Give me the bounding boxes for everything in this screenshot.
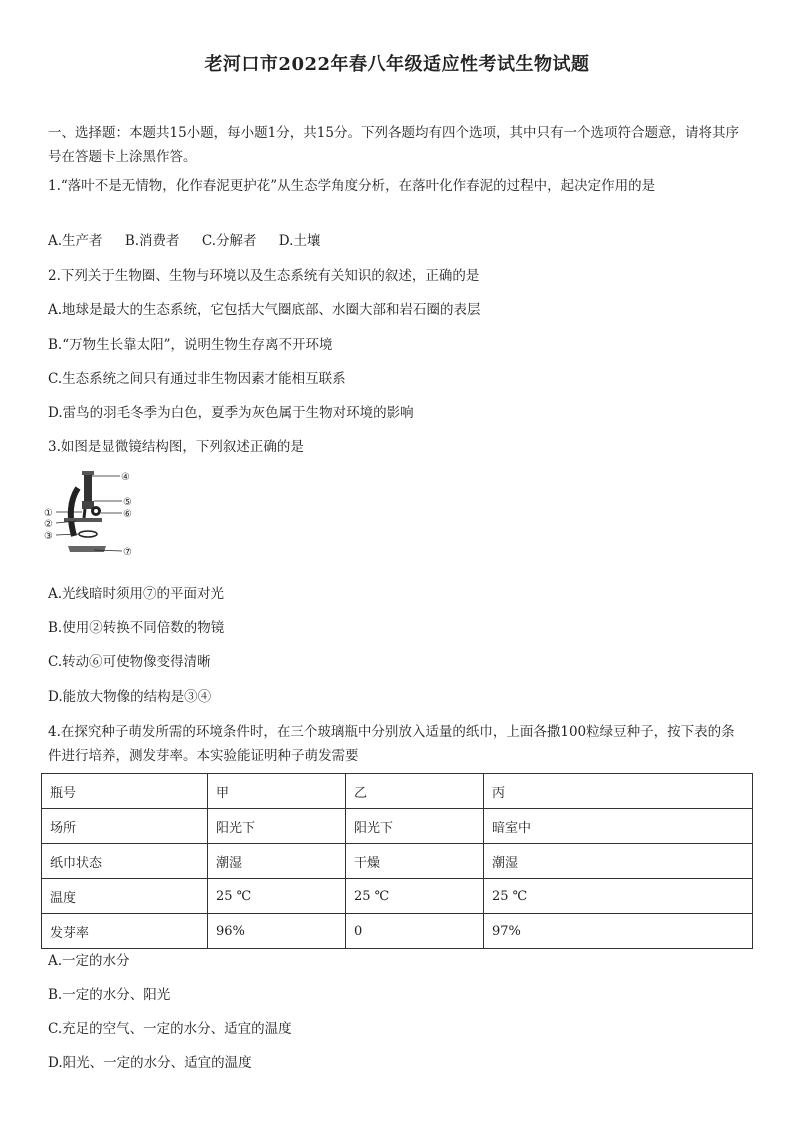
table-cell: 纸巾状态 xyxy=(42,844,208,879)
microscope-eyepiece xyxy=(82,471,94,475)
q1-stem: 1.“落叶不是无情物，化作春泥更护花”从生态学角度分析，在落叶化作春泥的过程中，起决定作用的是 xyxy=(48,178,656,194)
q4-option-a: A.一定的水分 xyxy=(48,953,130,969)
microscope-tube xyxy=(84,473,92,501)
q1-option-a: A.生产者 xyxy=(48,233,103,249)
q2-option-d: D.雷鸟的羽毛冬季为白色，夏季为灰色属于生物对环境的影响 xyxy=(48,405,414,421)
q3-option-c: C.转动⑥可使物像变得清晰 xyxy=(48,654,211,670)
q3-option-d: D.能放大物像的结构是③④ xyxy=(48,689,212,705)
q4-option-c: C.充足的空气、一定的水分、适宜的温度 xyxy=(48,1021,292,1037)
table-row xyxy=(42,809,753,844)
table-cell: 乙 xyxy=(346,774,484,809)
table-cell: 25 ℃ xyxy=(208,879,346,914)
microscope-figure xyxy=(44,466,144,566)
table-cell: 场所 xyxy=(42,809,208,844)
label-1: ① xyxy=(44,508,53,519)
q1-option-b: B.消费者 xyxy=(124,233,180,249)
table-cell: 丙 xyxy=(484,774,753,809)
q2-option-b: B.“万物生长靠太阳”，说明生物生存离不开环境 xyxy=(48,337,333,353)
label-7: ⑦ xyxy=(123,547,132,558)
table-cell: 干燥 xyxy=(346,844,484,879)
q3-option-b: B.使用②转换不同倍数的物镜 xyxy=(48,620,225,636)
table-cell: 瓶号 xyxy=(42,774,208,809)
table-cell: 甲 xyxy=(208,774,346,809)
table-cell: 潮湿 xyxy=(484,844,753,879)
q3-stem: 3.如图是显微镜结构图，下列叙述正确的是 xyxy=(48,439,304,455)
table-cell: 阳光下 xyxy=(346,809,484,844)
q1-options xyxy=(48,231,748,251)
label-3: ③ xyxy=(44,531,53,542)
objective-lens xyxy=(84,509,85,518)
microscope-mirror xyxy=(79,531,97,537)
experiment-table xyxy=(41,773,753,949)
q4-stem: 4.在探究种子萌发所需的环境条件时，在三个玻璃瓶中分别放入适量的纸巾，上面各撒100粒绿豆种子，按下表的条件进行培养，测发芽率。本实验能证明种子萌发需要 xyxy=(48,724,735,764)
table-cell: 潮湿 xyxy=(208,844,346,879)
q4-option-b: B.一定的水分、阳光 xyxy=(48,987,171,1003)
microscope-base xyxy=(68,546,106,552)
table-cell: 25 ℃ xyxy=(484,879,753,914)
q1-option-d: D.土壤 xyxy=(278,233,321,249)
table-cell: 暗室中 xyxy=(484,809,753,844)
table-row xyxy=(42,879,753,914)
table-cell: 96% xyxy=(208,914,346,949)
table-cell: 温度 xyxy=(42,879,208,914)
label-6: ⑥ xyxy=(123,509,132,520)
q2-stem: 2.下列关于生物圈、生物与环境以及生态系统有关知识的叙述，正确的是 xyxy=(48,268,480,284)
label-4: ④ xyxy=(121,472,130,483)
q4-option-d: D.阳光、一定的水分、适宜的温度 xyxy=(48,1055,252,1071)
table-row xyxy=(42,774,753,809)
table-row xyxy=(42,914,753,949)
table-cell: 0 xyxy=(346,914,484,949)
table-cell: 阳光下 xyxy=(208,809,346,844)
section-heading: 一、选择题：本题共15小题，每小题1分，共15分。下列各题均有四个选项，其中只有一个选项符合题意，请将其序号在答题卡上涂黑作答。 xyxy=(48,125,739,165)
q1-option-c: C.分解者 xyxy=(201,233,257,249)
page-title: 老河口市2022年春八年级适应性考试生物试题 xyxy=(204,54,590,75)
q2-option-a: A.地球是最大的生态系统，它包括大气圈底部、水圈大部和岩石圈的表层 xyxy=(48,302,481,318)
q2-option-c: C.生态系统之间只有通过非生物因素才能相互联系 xyxy=(48,371,346,387)
q3-option-a: A.光线暗时须用⑦的平面对光 xyxy=(48,586,225,602)
label-5: ⑤ xyxy=(123,497,132,508)
table-cell: 25 ℃ xyxy=(346,879,484,914)
label-2: ② xyxy=(44,519,53,530)
fine-knob xyxy=(94,509,98,513)
table-row xyxy=(42,844,753,879)
table-cell: 发芽率 xyxy=(42,914,208,949)
table-cell: 97% xyxy=(484,914,753,949)
